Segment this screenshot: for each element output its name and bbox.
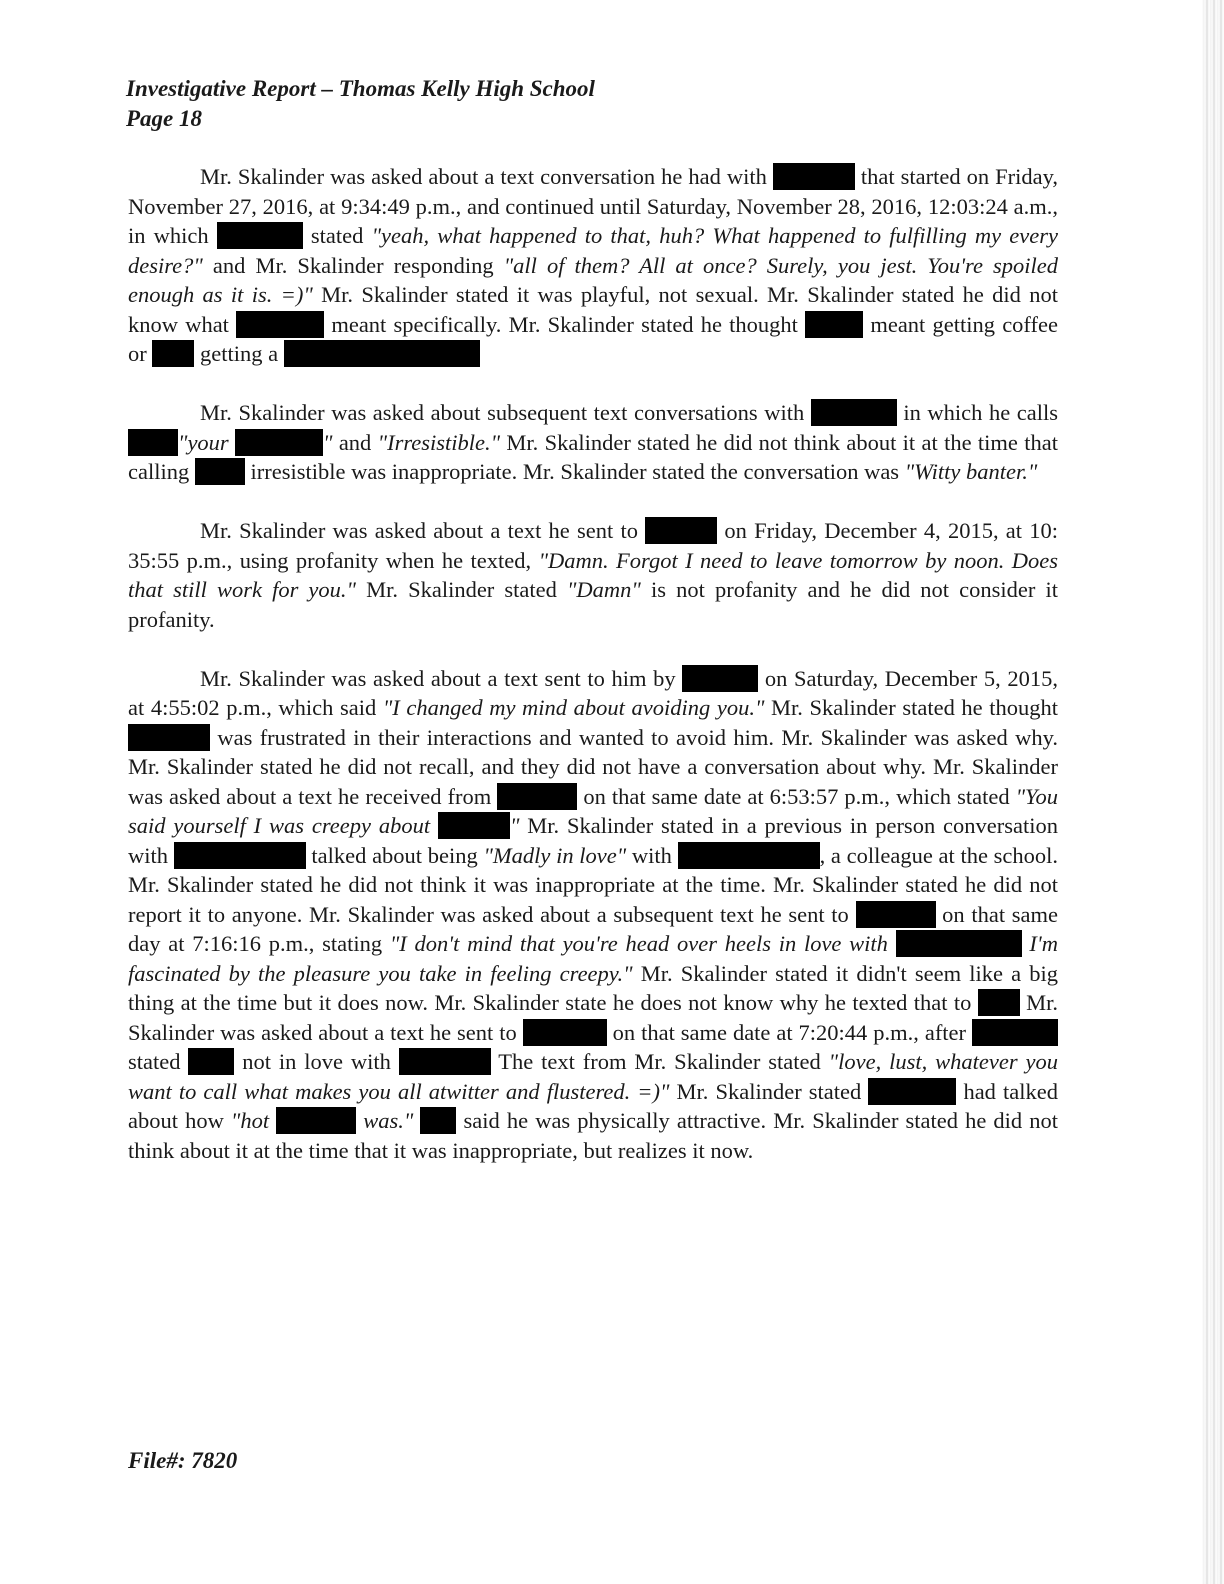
text: with (626, 842, 678, 868)
text: is not profanity and he did not consider it profanity. (128, 577, 1058, 632)
text (413, 1108, 420, 1133)
text: Mr. Skalinder stated it was playful, not sexual. Mr. Skalinder stated he did not know what (128, 282, 1058, 337)
text: Mr. Skalinder was asked about a text he sent to (200, 518, 646, 543)
redaction (972, 1019, 1058, 1046)
text: had talked about how (128, 1078, 1058, 1133)
text: on that same date at 7:20:44 p.m., after (606, 1019, 972, 1045)
text: on that same day at 7:16:16 p.m., stating (128, 901, 1058, 956)
text: irresistible was inappropriate. Mr. Skalinder stated the conversation was (244, 459, 905, 484)
redaction (773, 163, 855, 190)
quote: I'm fascinated by the pleasure you take in feeling creepy." (128, 931, 1058, 986)
text: , a colleague at the school. Mr. Skalinder stated he did not think it was inappropriate at the time. Mr. Skalinder stated he did not report it to anyone. Mr. Skalinder was asked about a subsequent text he sent to (128, 842, 1058, 927)
redaction (235, 429, 323, 456)
quote: "Irresistible." (377, 429, 501, 455)
file-number: File#: 7820 (128, 1448, 238, 1473)
quote: "I don't mind that you're head over heels in love with (389, 931, 896, 956)
redaction (420, 1107, 456, 1134)
redaction (284, 340, 480, 367)
quote: "your (178, 429, 236, 455)
redaction (195, 458, 245, 485)
text: on Saturday, December 5, 2015, at 4:55:02 p.m., which said (128, 665, 1058, 720)
text: stated (128, 1049, 189, 1074)
redaction (188, 1048, 234, 1075)
quote: "hot (230, 1108, 277, 1133)
quote: "I changed my mind about avoiding you." (382, 695, 765, 720)
text: Mr. Skalinder was asked about subsequent text conversations with (200, 400, 811, 425)
paragraph-2 (128, 398, 1058, 487)
report-title: Investigative Report – Thomas Kelly High School (126, 76, 595, 101)
text: Mr. Skalinder stated in a previous in person conversation with (128, 813, 1058, 868)
redaction (152, 340, 194, 367)
text: was frustrated in their interactions and wanted to avoid him. Mr. Skalinder was asked why. Mr. Skalinder stated he did not recall, and they did not have a conversation about why. Mr. Skalinder was asked about a text he received from (128, 724, 1058, 809)
redaction (174, 842, 306, 869)
text: meant specifically. Mr. Skalinder stated he thought (324, 311, 806, 337)
redaction (128, 724, 210, 751)
redaction (896, 930, 1022, 957)
redaction (497, 783, 577, 810)
quote: "all of them? All at once? Surely, you jest. You're spoiled enough as it is. =)" (128, 252, 1058, 307)
redaction (438, 812, 510, 839)
redaction (523, 1019, 607, 1046)
text: Mr. Skalinder stated he thought (764, 695, 1059, 720)
text: meant getting coffee or (128, 311, 1058, 366)
quote: "Damn. Forgot I need to leave tomorrow by noon. Does that still work for you." (128, 547, 1058, 602)
report-header (126, 74, 595, 134)
text: that started on Friday, November 27, 2016, at 9:34:49 p.m., and continued until Saturday, November 28, 2016, 12:03:24 a.m., in which (128, 164, 1059, 248)
text: stated (302, 223, 372, 248)
text: Mr. Skalinder stated he did not think about it at the time that calling (128, 429, 1058, 484)
text: Mr. Skalinder was asked about a text sent to him by (200, 665, 683, 691)
text: and Mr. Skalinder responding (202, 252, 504, 278)
paragraph-1 (128, 162, 1058, 369)
quote: "yeah, what happened to that, huh? What happened to fulfilling my every desire?" (128, 223, 1058, 278)
redaction (678, 842, 820, 869)
quote: "love, lust, whatever you want to call what makes you all atwitter and flustered. =)" (128, 1049, 1058, 1104)
quote: "You said yourself I was creepy about (128, 783, 1058, 838)
text: Mr. Skalinder was asked about a text conversation he had with (200, 164, 773, 189)
redaction (805, 311, 863, 338)
redaction (276, 1107, 356, 1134)
quote: "Damn" (566, 577, 641, 602)
text: Mr. Skalinder was asked about a text he sent to (128, 990, 1058, 1045)
text: said he was physically attractive. Mr. Skalinder stated he did not think about it at the time that it was inappropriate, but realizes it now. (128, 1108, 1059, 1163)
redaction (645, 517, 717, 544)
redaction (128, 429, 178, 456)
page-number: Page 18 (126, 106, 203, 131)
redaction (856, 901, 936, 928)
text: in which he calls (896, 400, 1058, 425)
redaction (978, 989, 1020, 1016)
text: and (332, 429, 378, 455)
redaction (399, 1048, 491, 1075)
redaction (868, 1078, 956, 1105)
quote: was." (356, 1108, 414, 1133)
scan-edge (1202, 0, 1224, 1584)
report-body (128, 162, 1058, 1195)
text: on Friday, December 4, 2015, at 10: 35:55 p.m., using profanity when he texted, (128, 518, 1059, 573)
quote: " (509, 813, 520, 838)
text: talked about being (305, 842, 484, 868)
text: Mr. Skalinder stated (355, 577, 567, 602)
quote: "Madly in love" (483, 842, 627, 868)
quote: "Witty banter." (904, 459, 1038, 484)
text: Mr. Skalinder stated it didn't seem like a big thing at the time but it does now. Mr. Skalinder state he does not know why he texted that to (128, 960, 1058, 1015)
text: not in love with (234, 1049, 399, 1074)
text: Mr. Skalinder stated (669, 1078, 869, 1104)
redaction (236, 311, 324, 338)
paragraph-4 (128, 664, 1058, 1166)
text: The text from Mr. Skalinder stated (490, 1049, 829, 1074)
redaction (682, 665, 758, 692)
paragraph-3 (128, 516, 1058, 634)
text: on that same date at 6:53:57 p.m., which stated (577, 783, 1016, 809)
redaction (217, 222, 303, 249)
text: getting a (194, 341, 284, 366)
redaction (811, 399, 897, 426)
quote: " (323, 429, 333, 455)
